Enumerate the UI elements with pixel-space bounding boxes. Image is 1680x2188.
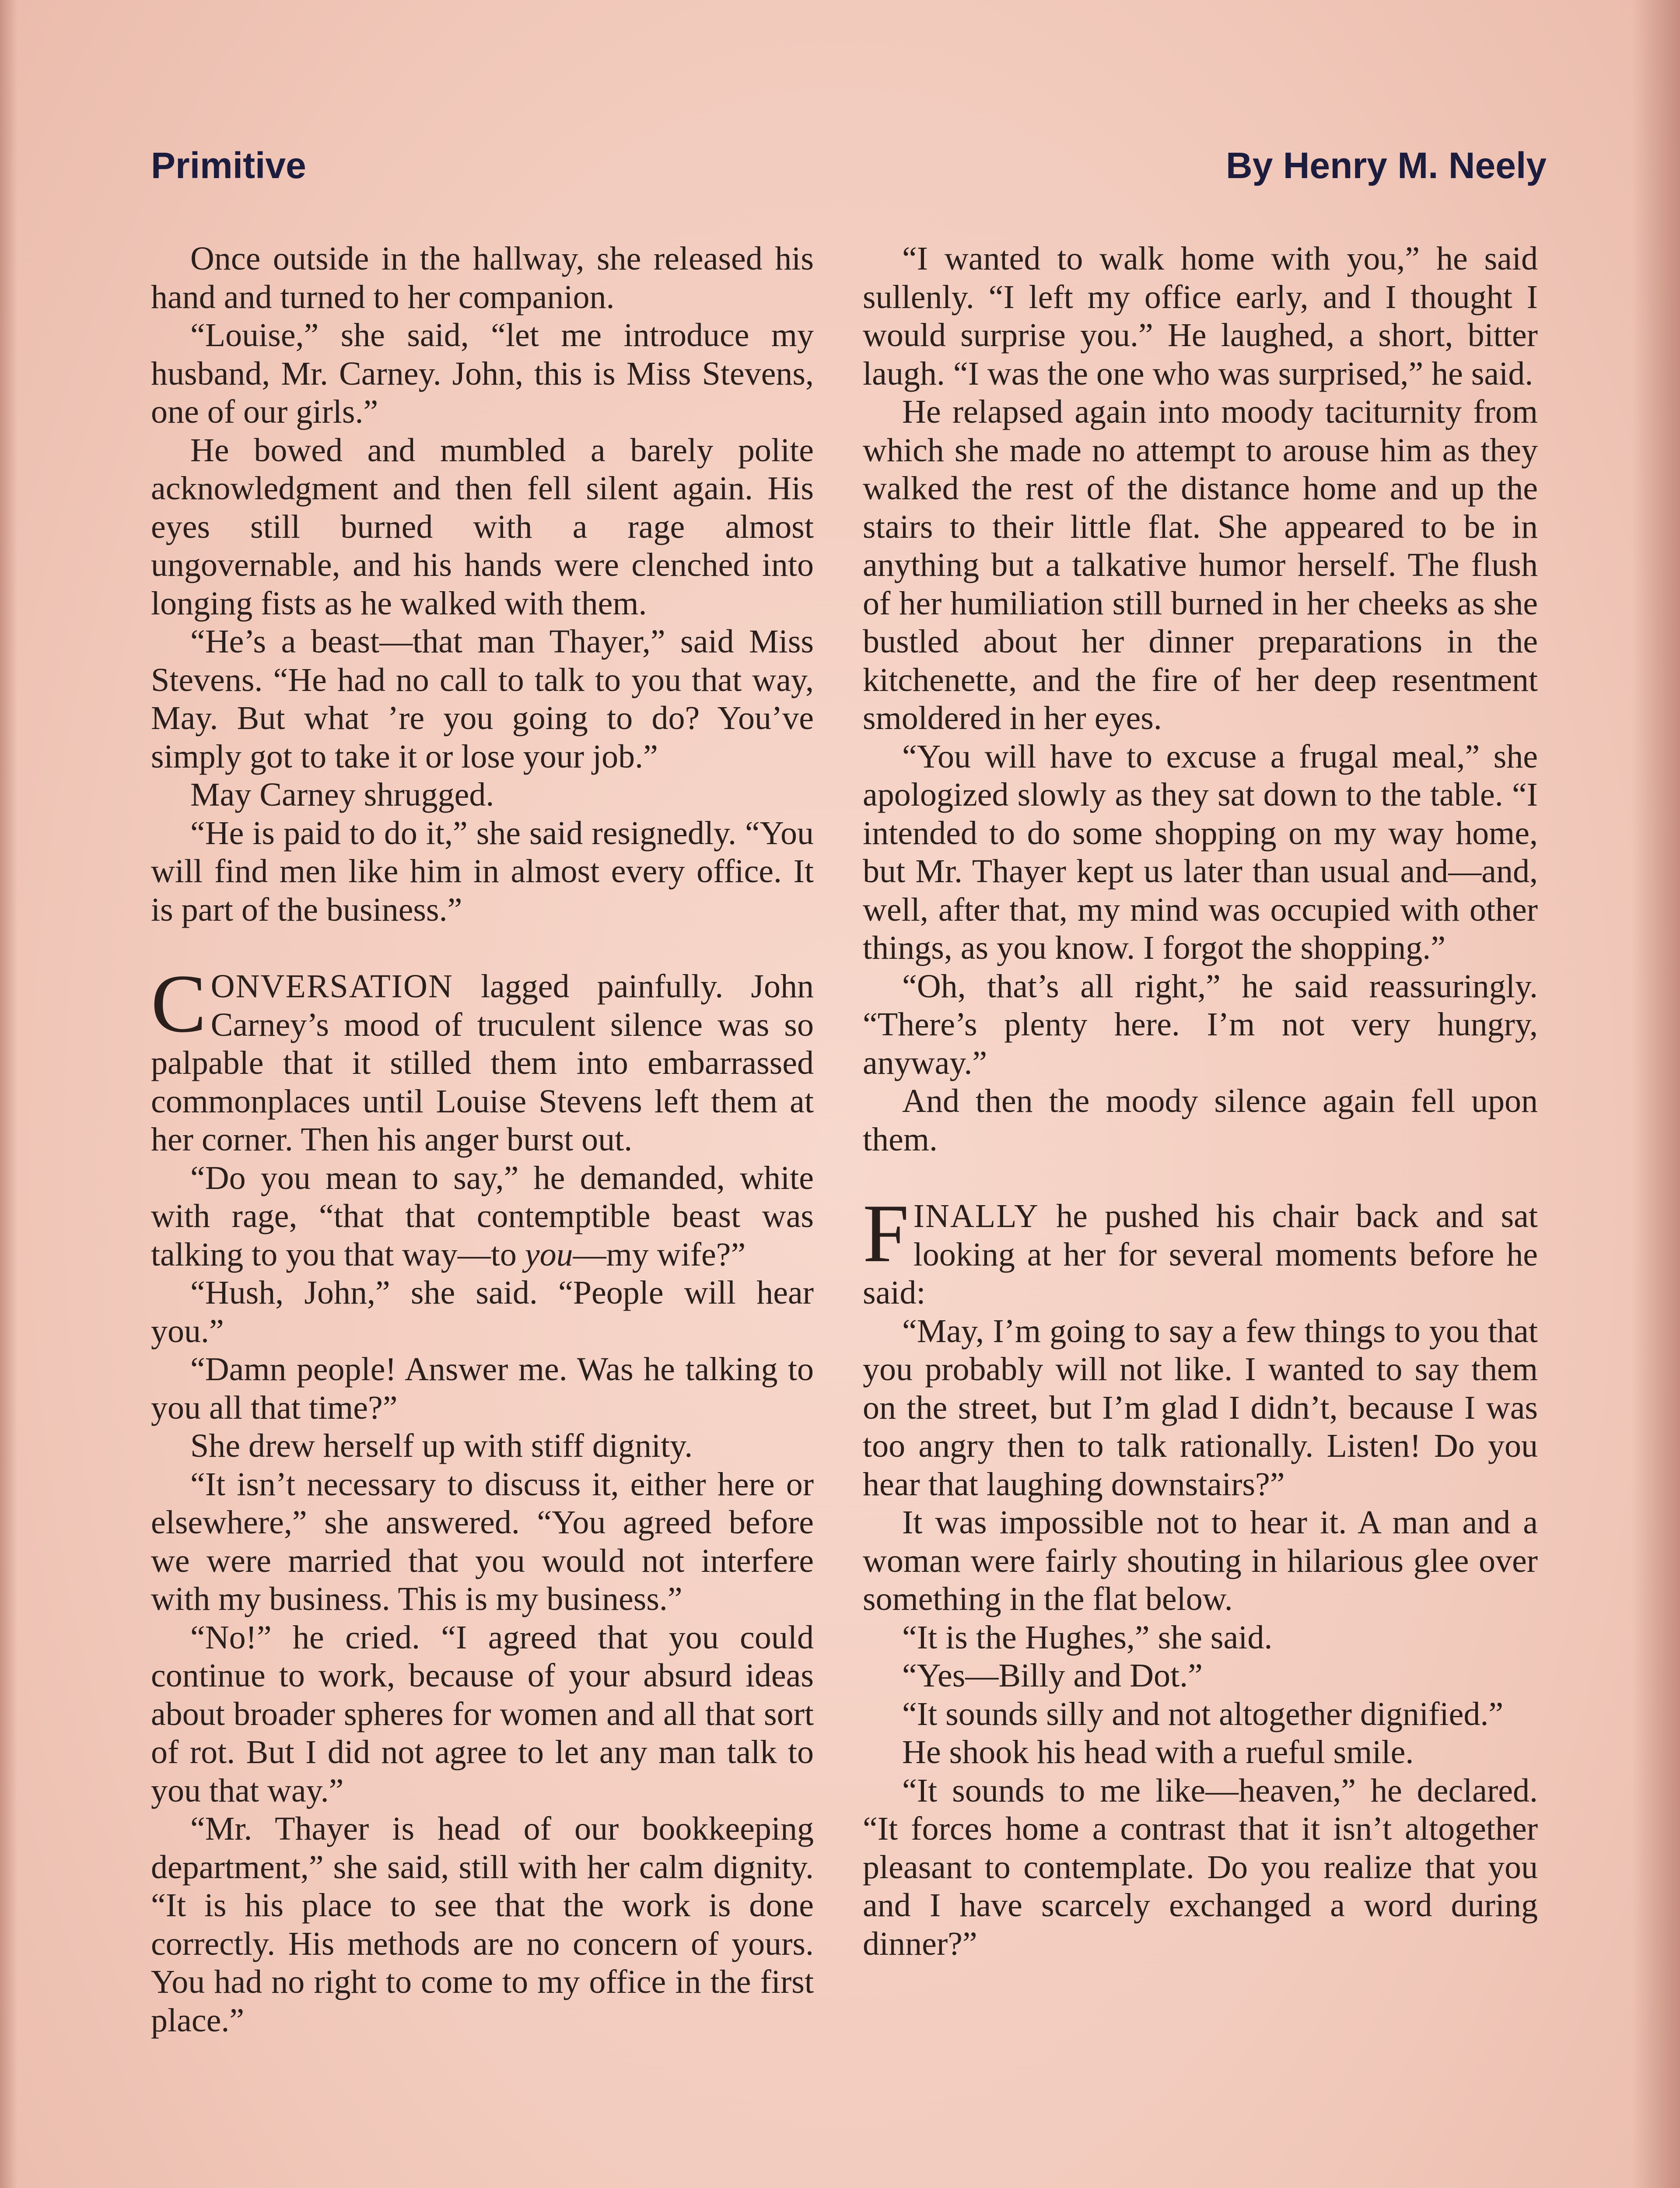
lead-in-caps: ONVERSATION bbox=[210, 968, 453, 1005]
paragraph: “It is the Hughes,” she said. bbox=[902, 1619, 1273, 1656]
paragraph-text: “Do you mean to say,” he demanded, white with rage, “that that contemptible beast was talking to you that way—to bbox=[151, 1159, 814, 1273]
paragraph bbox=[151, 1159, 814, 1274]
paragraph: He bowed and mumbled a barely polite acknowledgment and then fell silent again. His eyes still burned with a rage almost ungovernable, and his hands were clenched into longing fists as he walked with them. bbox=[151, 431, 814, 622]
section-opening-paragraph bbox=[151, 958, 814, 1159]
paragraph: He relapsed again into moody taciturnity from which she made no attempt to arouse him as they walked the rest of the distance home and up the stairs to their little flat. She appeared to be in anything but a talkative humor herself. The flush of her humiliation still burned in her cheeks as she bustled about her dinner preparations in the kitchenette, and the fire of her deep resentment smoldered in her eyes. bbox=[863, 393, 1538, 736]
paragraph: He shook his head with a rueful smile. bbox=[902, 1734, 1414, 1771]
paragraph: “Oh, that’s all right,” he said reassuringly. “There’s plenty here. I’m not very hungry, anyway.” bbox=[863, 968, 1538, 1081]
drop-cap: F bbox=[863, 1188, 909, 1280]
paragraph: “He’s a beast—that man Thayer,” said Miss Stevens. “He had no call to talk to you that way, May. But what ’re you going to do? You’ve simply got to take it or lose your job.” bbox=[151, 623, 814, 775]
paragraph: “I wanted to walk home with you,” he said sullenly. “I left my office early, and I thought I would surprise you.” He laughed, a short, bitter laugh. “I was the one who was surprised,” he said. bbox=[863, 240, 1538, 392]
paragraph: “No!” he cried. “I agreed that you could continue to work, because of your absurd ideas about broader spheres for women and all that sort of rot. But I did not agree to let any man talk to you that way.” bbox=[151, 1619, 814, 1809]
paragraph: “Mr. Thayer is head of our bookkeeping department,” she said, still with her calm dignity. “It is his place to see that the work is done correctly. His methods are no concern of yours. You had no right to come to my office in the first place.” bbox=[151, 1810, 814, 2039]
left-text-column bbox=[151, 240, 814, 2040]
paragraph: “Damn people! Answer me. Was he talking to you all that time?” bbox=[151, 1351, 814, 1426]
paragraph: “You will have to excuse a frugal meal,” she apologized slowly as they sat down to the table. “I intended to do some shopping on my way home, but Mr. Thayer kept us later than usual and—and, well, after that, my mind was occupied with other things, as you know. I forgot the shopping.” bbox=[863, 738, 1538, 966]
paragraph-text: —my wife?” bbox=[573, 1236, 746, 1273]
paragraph: “It sounds silly and not altogether dignified.” bbox=[902, 1695, 1504, 1732]
page-edge-shadow-right bbox=[1632, 0, 1680, 2188]
author-byline: By Henry M. Neely bbox=[1226, 145, 1547, 186]
paragraph: She drew herself up with stiff dignity. bbox=[190, 1427, 693, 1464]
paragraph: “He is paid to do it,” she said resignedly. “You will find men like him in almost every office. It is part of the business.” bbox=[151, 814, 814, 928]
paragraph: “It sounds to me like—heaven,” he declared. “It forces home a contrast that it isn’t altogether pleasant to contemplate. Do you realize that you and I have scarcely exchanged a word during dinner?” bbox=[863, 1772, 1538, 1962]
paragraph: Once outside in the hallway, she released his hand and turned to her companion. bbox=[151, 240, 814, 316]
emphasis-text: you bbox=[525, 1236, 573, 1273]
paragraph: May Carney shrugged. bbox=[190, 776, 494, 813]
lead-in-caps: INALLY bbox=[913, 1198, 1039, 1234]
paragraph: “Hush, John,” she said. “People will hear you.” bbox=[151, 1274, 814, 1350]
section-opening-paragraph bbox=[863, 1188, 1538, 1312]
right-text-column bbox=[863, 240, 1538, 1963]
paragraph: “Yes—Billy and Dot.” bbox=[902, 1657, 1203, 1694]
paragraph-text: he pushed his chair back and sat looking at her for several moments before he said: bbox=[863, 1198, 1538, 1311]
paragraph: And then the moody silence again fell upon them. bbox=[863, 1083, 1538, 1158]
running-header bbox=[151, 144, 1547, 197]
paragraph-text: lagged painfully. John Carney’s mood of truculent silence was so palpable that it stilled them into embarrassed commonplaces until Louise Stevens left them at her corner. Then his anger burst out. bbox=[151, 968, 814, 1158]
paragraph: “It isn’t necessary to discuss it, either here or elsewhere,” she answered. “You agreed before we were married that you would not interfere with my business. This is my business.” bbox=[151, 1466, 814, 1617]
paragraph: It was impossible not to hear it. A man and a woman were fairly shouting in hilarious glee over something in the flat below. bbox=[863, 1504, 1538, 1617]
story-title: Primitive bbox=[151, 145, 306, 186]
paragraph: “May, I’m going to say a few things to you that you probably will not like. I wanted to say them on the street, but I’m glad I didn’t, because I was too angry then to talk rationally. Listen! Do you hear that laughing downstairs?” bbox=[863, 1312, 1538, 1503]
drop-cap: C bbox=[151, 958, 206, 1050]
page-edge-shadow-left bbox=[0, 0, 18, 2188]
paragraph: “Louise,” she said, “let me introduce my husband, Mr. Carney. John, this is Miss Stevens, one of our girls.” bbox=[151, 317, 814, 430]
